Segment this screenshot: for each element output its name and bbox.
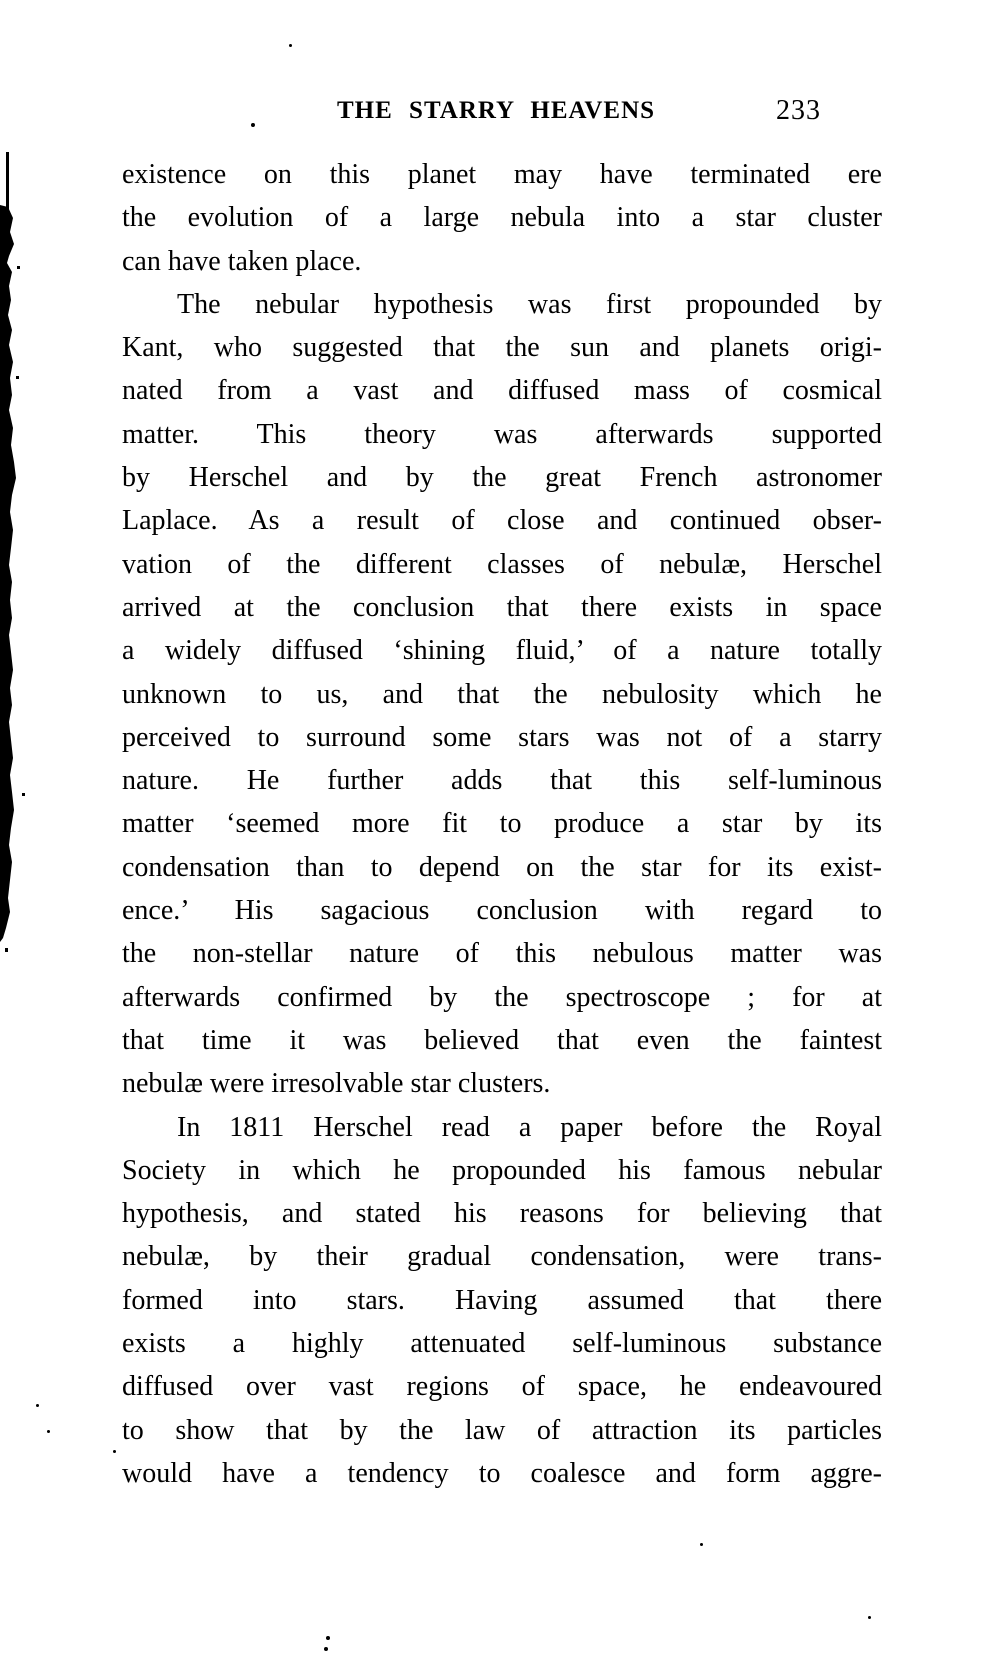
- text-line: to show that by the law of attraction its particles: [122, 1414, 882, 1446]
- text-line: condensation than to depend on the star for its exist-: [122, 851, 882, 883]
- scan-speckle: [113, 1450, 116, 1453]
- text-line: the evolution of a large nebula into a star cluster: [122, 202, 882, 234]
- text-line: arrived at the conclusion that there exists in space: [122, 591, 882, 623]
- text-line: afterwards confirmed by the spectroscope ; for at: [122, 981, 882, 1013]
- text-line: perceived to surround some stars was not of a starry: [122, 721, 882, 753]
- text-line: vation of the different classes of nebulæ, Herschel: [122, 548, 882, 580]
- scan-speckle: [289, 44, 292, 47]
- text-line: In 1811 Herschel read a paper before the Royal: [177, 1111, 882, 1143]
- page-number: 233: [776, 95, 821, 126]
- text-line: hypothesis, and stated his reasons for believing that: [122, 1198, 882, 1230]
- scan-speckle: [36, 1404, 39, 1407]
- text-line: the non-stellar nature of this nebulous matter was: [122, 938, 882, 970]
- text-line: matter ‘seemed more fit to produce a star by its: [122, 808, 882, 840]
- text-line: unknown to us, and that the nebulosity which he: [122, 678, 882, 710]
- running-title: THE STARRY HEAVENS: [337, 97, 656, 124]
- text-line: by Herschel and by the great French astronomer: [122, 462, 882, 494]
- text-line: formed into stars. Having assumed that there: [122, 1284, 882, 1316]
- text-line: existence on this planet may have terminated ere: [122, 159, 882, 190]
- scan-speckle: [700, 1543, 703, 1546]
- text-line: nebulæ, by their gradual condensation, were trans-: [122, 1241, 882, 1273]
- text-line: Laplace. As a result of close and continued obser-: [122, 505, 882, 537]
- text-line: that time it was believed that even the faintest: [122, 1024, 882, 1056]
- text-block: [122, 153, 882, 1495]
- text-line: nature. He further adds that this self-luminous: [122, 765, 882, 797]
- binding-shadow: [0, 0, 34, 1000]
- scan-speckle: [868, 1616, 871, 1619]
- scan-speckle: [324, 1647, 328, 1651]
- scan-speckle: [251, 123, 255, 127]
- text-line: exists a highly attenuated self-luminous substance: [122, 1328, 882, 1360]
- text-line: ence.’ His sagacious conclusion with regard to: [122, 895, 882, 927]
- scan-speckle: [47, 1430, 50, 1433]
- text-line: nebulæ were irresolvable star clusters.: [122, 1068, 551, 1100]
- text-line: nated from a vast and diffused mass of cosmical: [122, 375, 882, 407]
- text-line: matter. This theory was afterwards supported: [122, 418, 882, 450]
- scan-speckle: [326, 1636, 330, 1640]
- text-line: Kant, who suggested that the sun and planets origi-: [122, 332, 882, 364]
- text-line: can have taken place.: [122, 245, 362, 277]
- text-line: would have a tendency to coalesce and form aggre-: [122, 1457, 882, 1489]
- text-line: The nebular hypothesis was first propounded by: [177, 288, 882, 320]
- text-line: diffused over vast regions of space, he endeavoured: [122, 1371, 882, 1403]
- text-line: Society in which he propounded his famous nebular: [122, 1154, 882, 1186]
- text-line: a widely diffused ‘shining fluid,’ of a nature totally: [122, 635, 882, 667]
